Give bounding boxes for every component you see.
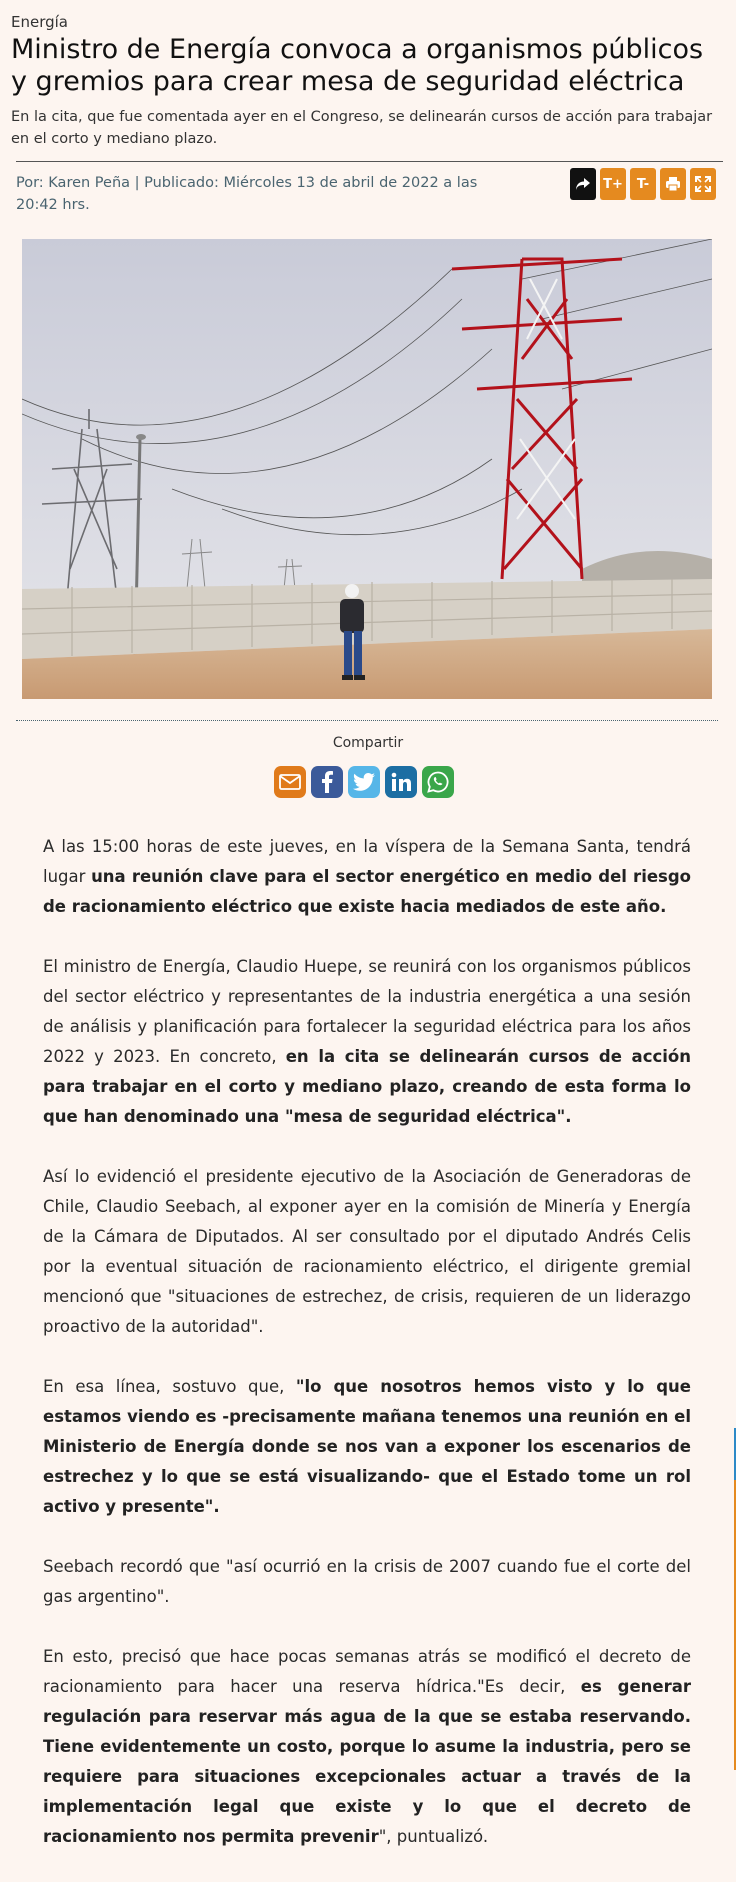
facebook-icon — [320, 771, 334, 793]
whatsapp-share-button[interactable] — [422, 766, 454, 798]
byline: Por: Karen Peña | Publicado: Miércoles 13 de abril de 2022 a las 20:42 hrs. — [16, 175, 478, 213]
linkedin-icon — [391, 772, 411, 792]
email-share-button[interactable] — [274, 766, 306, 798]
share-arrow-icon — [575, 177, 591, 191]
email-icon — [279, 774, 301, 790]
page-title: Ministro de Energía convoca a organismos públicos y gremios para crear mesa de seguridad eléctrica — [11, 34, 704, 97]
font-decrease-button[interactable]: T- — [630, 168, 656, 200]
font-increase-button[interactable]: T+ — [600, 168, 626, 200]
article-paragraph: A las 15:00 horas de este jueves, en la víspera de la Semana Santa, tendrá lugar una reunión clave para el sector energético en medio del riesgo de racionamiento eléctrico que existe hacia mediados de este año. — [43, 837, 692, 916]
divider-dotted — [16, 720, 718, 721]
article-lead: En la cita, que fue comentada ayer en el Congreso, se delinearán cursos de acción para trabajar en el corto y mediano plazo. — [11, 109, 713, 147]
article-paragraph: En esto, precisó que hace pocas semanas atrás se modificó el decreto de racionamiento para hacer una reserva hídrica."Es decir, es generar regulación para reservar más agua de la que se estaba reservando. Tiene evidentemente un costo, porque lo asume la industria, pero se requiere para situaciones excepcionales actuar a través de la implementación legal que existe y lo que el decreto de racionamiento nos permita prevenir", puntualizó. — [43, 1647, 691, 1846]
print-button[interactable] — [660, 168, 686, 200]
article-paragraph: Así lo evidenció el presidente ejecutivo de la Asociación de Generadoras de Chile, Claudio Seebach, al exponer ayer en la comisión de Minería y Energía de la Cámara de Diputados. Al ser consultado por el diputado Andrés Celis por la eventual situación de racionamiento eléctrico, el dirigente gremial mencionó que "situaciones de estrechez, de crisis, requieren de un liderazgo proactivo de la autoridad". — [43, 1167, 691, 1336]
printer-icon — [665, 176, 681, 192]
article-paragraph: En esa línea, sostuvo que, "lo que nosotros hemos visto y lo que estamos viendo es -precisamente mañana tenemos una reunión en el Ministerio de Energía donde se nos van a exponer los escenarios de estrechez y lo que se está visualizando- que el Estado tome un rol activo y presente". — [43, 1377, 691, 1516]
linkedin-share-button[interactable] — [385, 766, 417, 798]
article-body — [43, 832, 691, 1882]
divider — [16, 161, 723, 162]
whatsapp-icon — [427, 771, 449, 793]
section-label[interactable]: Energía — [11, 13, 68, 31]
twitter-icon — [353, 773, 375, 791]
facebook-share-button[interactable] — [311, 766, 343, 798]
share-label: Compartir — [332, 735, 404, 751]
fullscreen-button[interactable] — [690, 168, 716, 200]
social-share-bar — [274, 766, 454, 798]
article-photo — [22, 239, 712, 699]
twitter-share-button[interactable] — [348, 766, 380, 798]
article-toolbar — [570, 168, 716, 200]
expand-icon — [695, 176, 711, 192]
article-paragraph: Seebach recordó que "así ocurrió en la crisis de 2007 cuando fue el corte del gas argentino". — [43, 1557, 691, 1606]
article-paragraph: El ministro de Energía, Claudio Huepe, se reunirá con los organismos públicos del sector eléctrico y representantes de la industria energética a una sesión de análisis y planificación para fortalecer la seguridad eléctrica para los años 2022 y 2023. En concreto, en la cita se delinearán cursos de acción para trabajar en el corto y mediano plazo, creando de esta forma lo que han denominado una "mesa de seguridad eléctrica". — [43, 957, 691, 1126]
power-lines-illustration — [22, 239, 712, 699]
share-button[interactable] — [570, 168, 596, 200]
